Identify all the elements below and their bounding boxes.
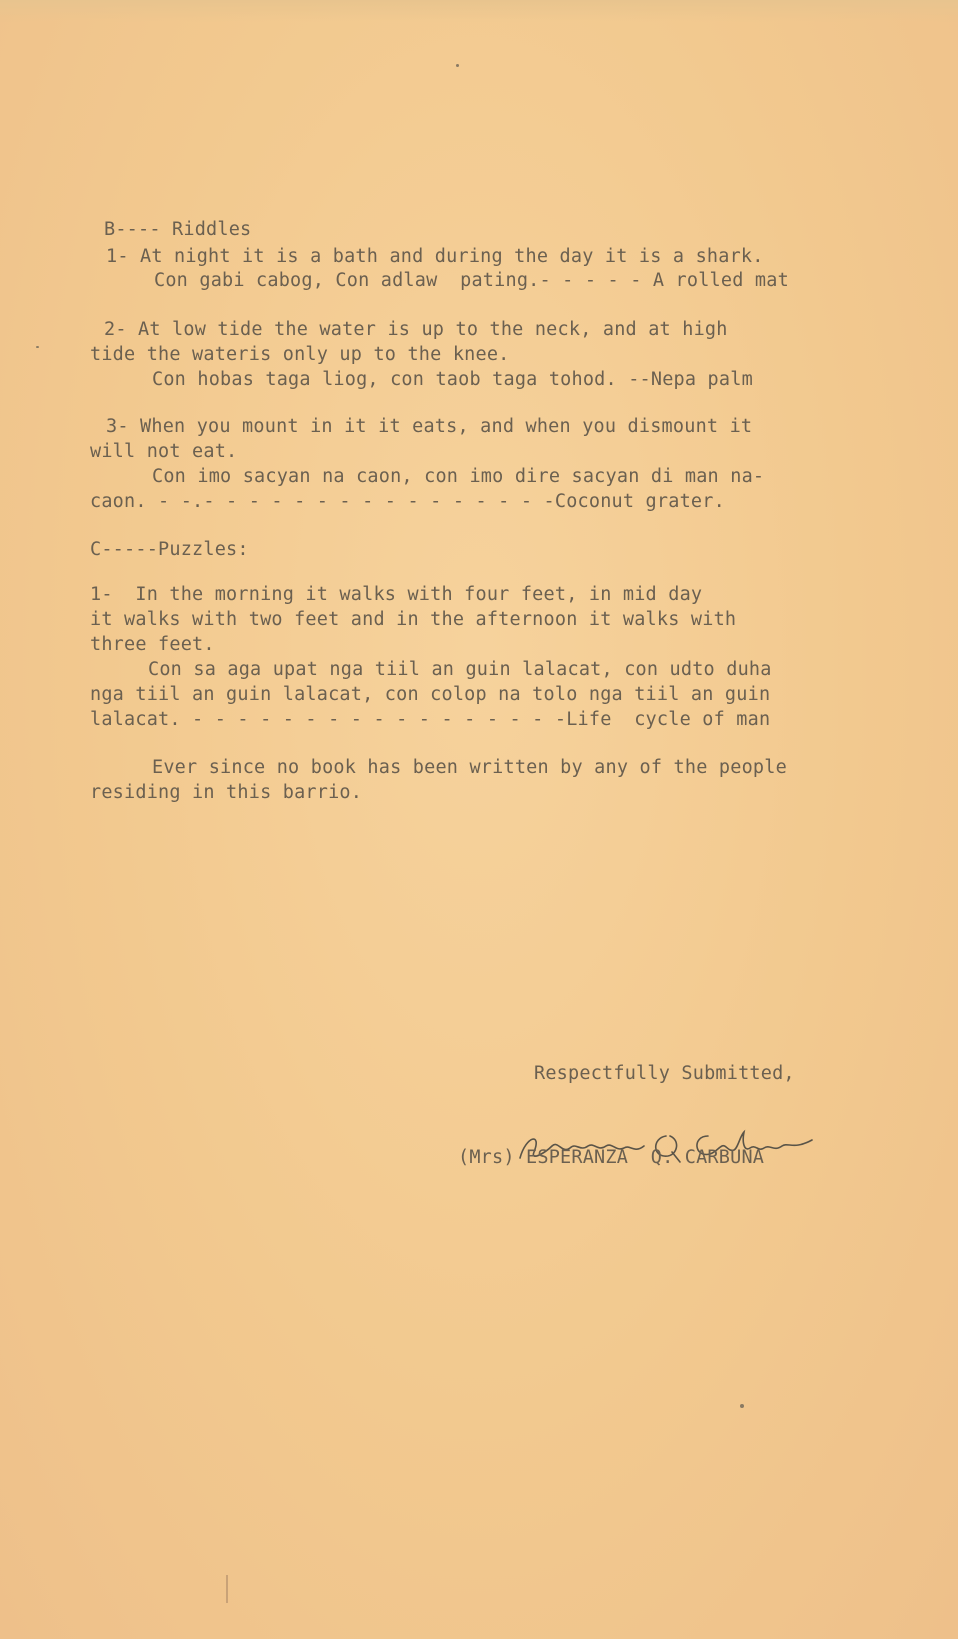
paper-speck [36, 346, 39, 348]
riddle-2-english-line-1: 2- At low tide the water is up to the neck, and at high [104, 319, 728, 340]
signer-name: (Mrs) ESPERANZA Q. CARBUNA [458, 1147, 765, 1168]
paper-speck [456, 64, 459, 67]
puzzle-1-english-line-2: it walks with two feet and in the afternoon it walks with [90, 609, 737, 630]
section-b-heading: B---- Riddles [104, 219, 252, 240]
closing-line-1: Ever since no book has been written by any of the people [152, 757, 787, 778]
riddle-2-english-line-2: tide the wateris only up to the knee. [90, 344, 510, 365]
puzzle-1-local-line-3: lalacat. - - - - - - - - - - - - - - - - -Life cycle of man [90, 709, 771, 730]
riddle-3-english-line-1: 3- When you mount in it it eats, and when you dismount it [106, 416, 753, 437]
closing-line-2: residing in this barrio. [90, 782, 363, 803]
valediction: Respectfully Submitted, [534, 1063, 795, 1084]
riddle-3-local-line-1: Con imo sacyan na caon, con imo dire sacyan di man na- [152, 466, 765, 487]
riddle-1-local: Con gabi cabog, Con adlaw pating.- - - - - A rolled mat [154, 270, 789, 291]
riddle-3-english-line-2: will not eat. [90, 441, 238, 462]
riddle-2-local: Con hobas taga liog, con taob taga tohod. --Nepa palm [152, 369, 753, 390]
puzzle-1-local-line-2: nga tiil an guin lalacat, con colop na tolo nga tiil an guin [90, 684, 771, 705]
riddle-1-english: 1- At night it is a bath and during the day it is a shark. [106, 246, 764, 267]
puzzle-1-local-line-1: Con sa aga upat nga tiil an guin lalacat, con udto duha [148, 659, 772, 680]
section-c-heading: C-----Puzzles: [90, 539, 249, 560]
puzzle-1-english-line-3: three feet. [90, 634, 215, 655]
puzzle-1-english-line-1: 1- In the morning it walks with four feet, in mid day [90, 584, 703, 605]
riddle-3-local-line-2: caon. - -.- - - - - - - - - - - - - - - -Coconut grater. [90, 491, 725, 512]
paper-top-edge [0, 0, 958, 22]
paper-margin-mark [226, 1575, 228, 1603]
paper-speck [740, 1404, 744, 1408]
